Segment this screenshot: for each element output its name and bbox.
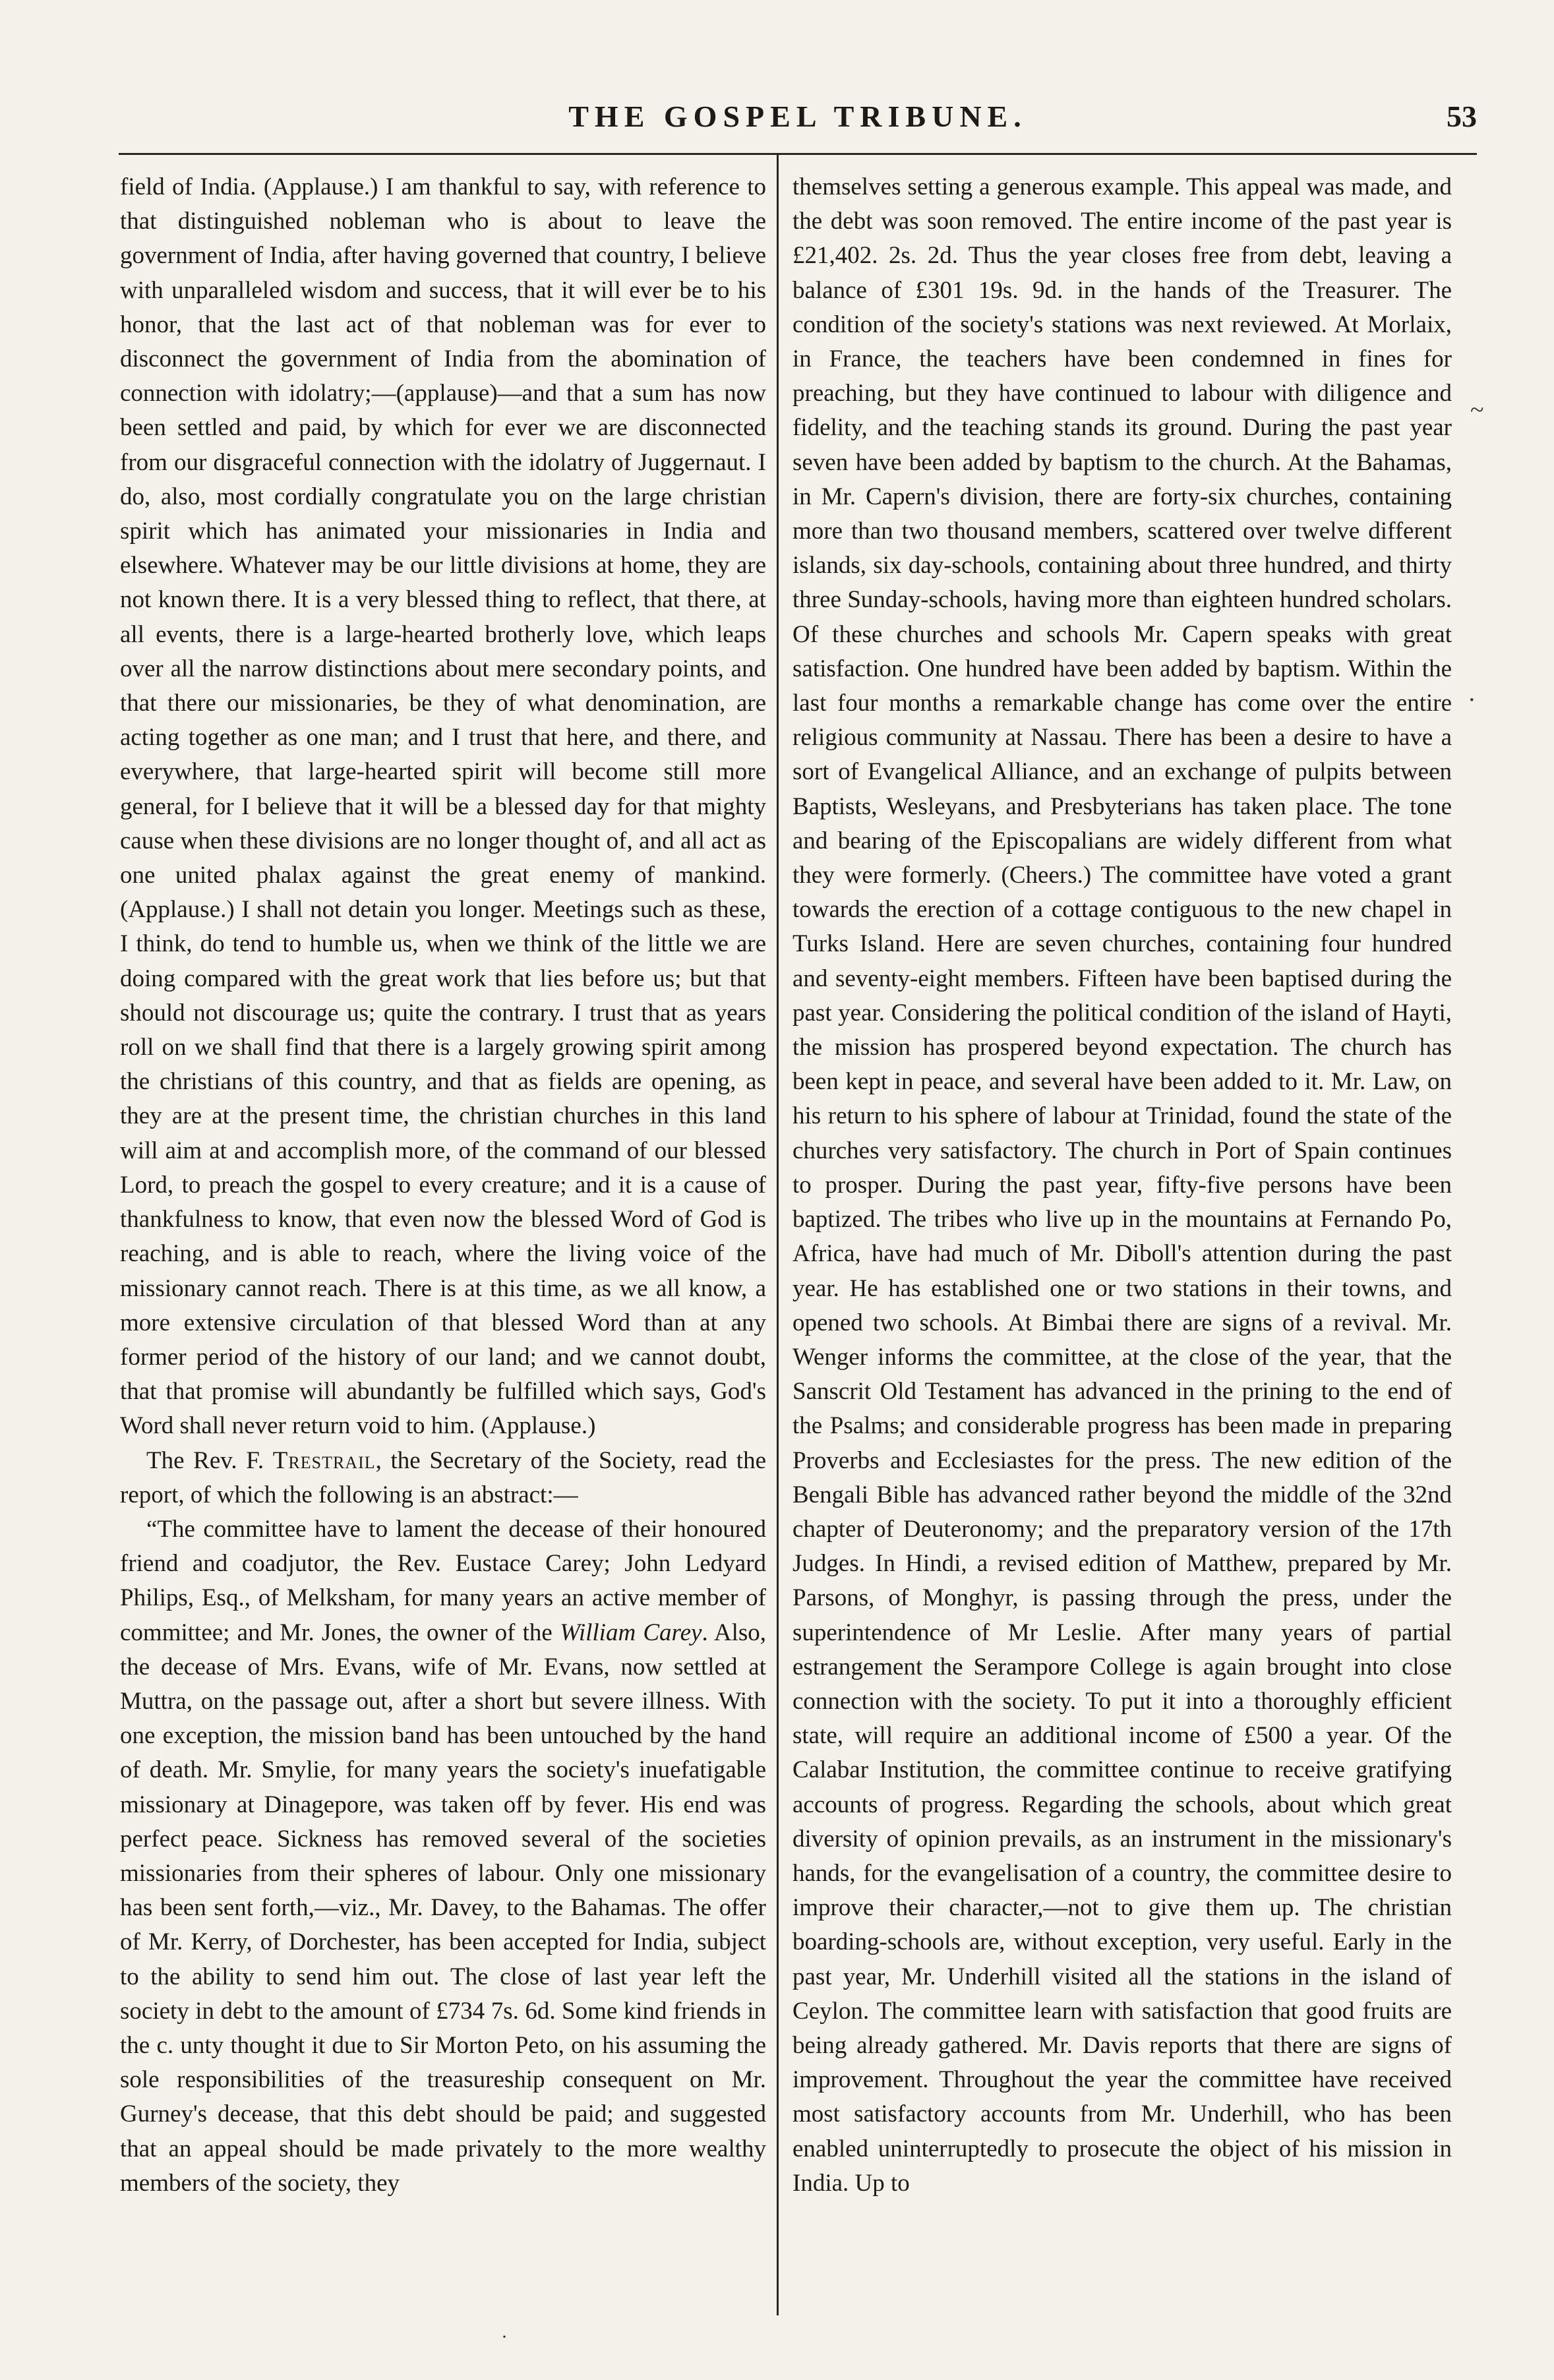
running-title: THE GOSPEL TRIBUNE. — [568, 100, 1027, 133]
report-continuation-paragraph: themselves setting a generous example. This appeal was made, and the debt was soon removed. The entire income of the past year is £21,402. 2s. 2d. Thus the year closes free from debt, leaving a balance of £301 19s. 9d. in the hands of the Treasurer. The condition of the society's stations was next reviewed. At Morlaix, in France, the teachers have been condemned in fines for preaching, but they have continued to labour with diligence and fidelity, and the teaching stands its ground. During the past year seven have been added by baptism to the church. At the Bahamas, in Mr. Capern's division, there are forty-six churches, containing more than two thousand members, scattered over twelve different islands, six day-schools, containing about three hundred, and thirty three Sunday-schools, having more than eighteen hundred scholars. Of these churches and schools Mr. Capern speaks with great satisfaction. One hundred have been added by baptism. Within the last four months a remarkable change has come over the entire religious community at Nassau. There has been a desire to have a sort of Evangelical Alliance, and an exchange of pulpits between Baptists, Wesleyans, and Presbyterians has taken place. The tone and bearing of the Episcopalians are widely different from what they were formerly. (Cheers.) The committee have voted a grant towards the erection of a cottage contiguous to the new chapel in Turks Island. Here are seven churches, containing four hundred and seventy-eight members. Fifteen have been baptised during the past year. Considering the political condition of the island of Hayti, the mission has prospered beyond expectation. The church has been kept in peace, and several have been added to it. Mr. Law, on his return to his sphere of labour at Trinidad, found the state of the churches very satisfactory. The church in Port of Spain continues to prosper. During the past year, fifty-five persons have been baptized. The tribes who live up in the mountains at Fernando Po, Africa, have had much of Mr. Diboll's attention during the past year. He has established one or two stations in their towns, and opened two schools. At Bimbai there are signs of a revival. Mr. Wenger informs the committee, at the close of the year, that the Sanscrit Old Testament has advanced in the prining to the end of the Psalms; and considerable progress has been made in preparing Proverbs and Ecclesiastes for the press. The new edition of the Bengali Bible has advanced rather beyond the middle of the 32nd chapter of Deuteronomy; and the preparatory version of the 17th Judges. In Hindi, a revised edition of Matthew, prepared by Mr. Parsons, of Monghyr, is passing through the press, under the superintendence of Mr Leslie. After many years of partial estrangement the Serampore College is again brought into close connection with the society. To put it into a thoroughly efficient state, will require an additional income of £500 a year. Of the Calabar Institution, the committee continue to receive gratifying accounts of progress. Regarding the schools, about which great diversity of opinion prevails, as an instrument in the missionary's hands, for the evangelisation of a country, the committee desire to improve their character,—not to give them up. The christian boarding-schools are, without exception, very useful. Early in the past year, Mr. Underhill visited all the stations in the island of Ceylon. The committee learn with satisfaction that good fruits are being already gathered. Mr. Davis reports that there are signs of improvement. Throughout the year the committee have received most satisfactory accounts from Mr. Underhill, who has been enabled uninterruptedly to prosecute the object of his mission in India. Up to — [792, 173, 1452, 2197]
page-number: 53 — [1447, 100, 1477, 133]
secretary-name: Trestrail — [272, 1446, 376, 1474]
report-intro-paragraph — [120, 1444, 766, 1512]
report-abstract-text-cont: . Also, the decease of Mrs. Evans, wife of Mr. Evans, now settled at Muttra, on the passage out, after a short but severe illness. With one exception, the mission band has been untouched by the hand of death. Mr. Smylie, for many years the society's inuefatigable missionary at Dinagepore, was taken off by fever. His end was perfect peace. Sickness has removed several of the societies missionaries from their spheres of labour. Only one missionary has been sent forth,—viz., Mr. Davey, to the Bahamas. The offer of Mr. Kerry, of Dorchester, has been accepted for India, subject to the ability to send him out. The close of last year left the society in debt to the amount of £734 7s. 6d. Some kind friends in the c. unty thought it due to Sir Morton Peto, on his assuming the sole responsibilities of the treasureship consequent on Mr. Gurney's decease, that this debt should be paid; and suggested that an appeal should be made privately to the more wealthy members of the society, they — [120, 1619, 766, 2197]
margin-mark: ~ — [1470, 396, 1484, 424]
ship-name: William Carey — [560, 1619, 702, 1646]
speech-paragraph: field of India. (Applause.) I am thankful to say, with reference to that distinguished nobleman who is about to leave the government of India, after having governed that country, I believe with unparalleled wisdom and success, that it will ever be to his honor, that the last act of that nobleman was for ever to disconnect the government of India from the abomination of connection with idolatry;—(applause)—and that a sum has now been settled and paid, by which for ever we are disconnected from our disgraceful connection with the idolatry of Juggernaut. I do, also, most cordially congratulate you on the large christian spirit which has animated your missionaries in India and elsewhere. Whatever may be our little divisions at home, they are not known there. It is a very blessed thing to reflect, that there, at all events, there is a large-hearted brotherly love, which leaps over all the narrow distinctions about mere secondary points, and that there our missionaries, be they of what denomination, are acting together as one man; and I trust that here, and there, and everywhere, that large-hearted spirit will become still more general, for I believe that it will be a blessed day for that mighty cause when these divisions are no longer thought of, and all act as one united phalax against the great enemy of mankind. (Applause.) I shall not detain you longer. Meetings such as these, I think, do tend to humble us, when we think of the little we are doing compared with the great work that lies before us; but that should not discourage us; quite the contrary. I trust that as years roll on we shall find that there is a largely growing spirit among the christians of this country, and that as fields are opening, as they are at the present time, the christian churches in this land will aim at and accomplish more, of the command of our blessed Lord, to preach the gospel to every creature; and it is a cause of thankfulness to know, that even now the blessed Word of God is reaching, and is able to reach, where the living voice of the missionary cannot reach. There is at this time, as we all know, a more extensive circulation of that blessed Word than at any former period of the history of our land; and we cannot doubt, that that promise will abundantly be fulfilled which says, God's Word shall never return void to him. (Applause.) — [120, 173, 766, 1440]
column-divider — [777, 153, 779, 2315]
footer-mark: · — [501, 2326, 508, 2348]
report-abstract-paragraph — [120, 1512, 766, 2201]
report-intro-text-cont: , the Secretary of the Society, read the report, of which the following is an abstract:— — [120, 1446, 766, 1508]
margin-mark: · — [1468, 686, 1476, 714]
right-column — [792, 170, 1452, 2201]
report-intro-text: The Rev. F. — [146, 1446, 273, 1474]
header-rule — [119, 153, 1477, 155]
report-abstract-text: “The committee have to lament the decease of their honoured friend and coadjutor, the Rev. Eustace Carey; John Ledyard Philips, Esq., of Melksham, for many years an active member of committee; and Mr. Jones, the owner of the — [120, 1515, 766, 1646]
left-column — [120, 170, 766, 2201]
page-header — [119, 99, 1477, 152]
